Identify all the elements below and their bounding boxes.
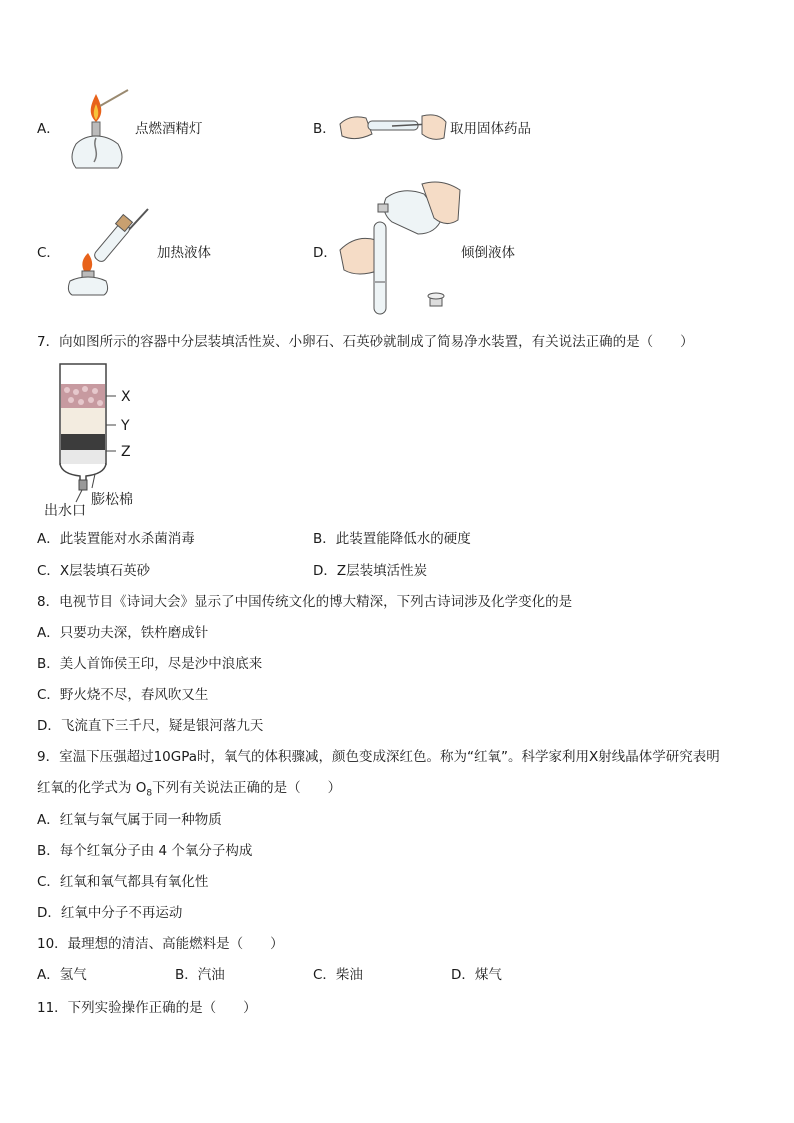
stem-text: 下列有关说法正确的是（ ） xyxy=(152,780,342,796)
alcohol-lamp-lighting-illustration xyxy=(62,84,132,176)
figure-label-z: Z xyxy=(121,444,131,460)
question-10-stem: 10．最理想的清洁、高能燃料是（ ） xyxy=(37,936,284,952)
question-8-stem: 8．电视节目《诗词大会》显示了中国传统文化的博大精深，下列古诗词涉及化学变化的是 xyxy=(37,594,573,610)
pouring-liquid-illustration xyxy=(338,178,463,320)
option-a-letter: A． xyxy=(37,121,60,137)
option-d-letter: D． xyxy=(313,245,337,261)
question-9-stem-line2 xyxy=(37,779,341,803)
q10-option-c: C．柴油 xyxy=(313,967,363,983)
figure-label-outlet: 出水口 xyxy=(44,503,86,519)
q8-option-d: D．飞流直下三千尺，疑是银河落九天 xyxy=(37,718,264,734)
question-9-stem-line1: 9．室温下压强超过10GPa时，氧气的体积骤减，颜色变成深红色。称为“红氧”。科学家利用X射线晶体学研究表明 xyxy=(37,749,720,765)
option-b-letter: B． xyxy=(313,121,336,137)
q7-option-b: B．此装置能降低水的硬度 xyxy=(313,531,471,547)
q9-option-b: B．每个红氧分子由 4 个氧分子构成 xyxy=(37,843,253,859)
subscript: 8 xyxy=(146,788,153,799)
figure-label-x: X xyxy=(121,389,131,405)
option-b-caption: 取用固体药品 xyxy=(450,121,531,137)
q7-option-d: D．Z层装填活性炭 xyxy=(313,563,428,579)
option-c-caption: 加热液体 xyxy=(157,245,211,261)
figure-label-y: Y xyxy=(121,418,130,434)
q8-option-b: B．美人首饰侯王印，尽是沙中浪底来 xyxy=(37,656,263,672)
option-c-letter: C． xyxy=(37,245,60,261)
question-11-stem: 11．下列实验操作正确的是（ ） xyxy=(37,1000,257,1016)
q9-option-d: D．红氧中分子不再运动 xyxy=(37,905,183,921)
q10-option-d: D．煤气 xyxy=(451,967,502,983)
option-a-caption: 点燃酒精灯 xyxy=(135,121,203,137)
taking-solid-reagent-illustration xyxy=(338,108,448,148)
q10-option-a: A．氢气 xyxy=(37,967,87,983)
heating-liquid-illustration xyxy=(62,205,157,297)
q9-option-a: A．红氧与氧气属于同一种物质 xyxy=(37,812,222,828)
q8-option-a: A．只要功夫深，铁杵磨成针 xyxy=(37,625,209,641)
question-7-stem: 7．向如图所示的容器中分层装填活性炭、小卵石、石英砂就制成了简易净水装置，有关说法正确的是（ ） xyxy=(37,334,694,350)
stem-text: 红氧的化学式为 O xyxy=(37,780,147,796)
figure-label-cotton: 膨松棉 xyxy=(91,492,133,508)
q7-option-c: C．X层装填石英砂 xyxy=(37,563,151,579)
q9-option-c: C．红氧和氧气都具有氧化性 xyxy=(37,874,209,890)
option-d-caption: 倾倒液体 xyxy=(461,245,515,261)
q8-option-c: C．野火烧不尽，春风吹又生 xyxy=(37,687,209,703)
q7-option-a: A．此装置能对水杀菌消毒 xyxy=(37,531,195,547)
q10-option-b: B．汽油 xyxy=(175,967,225,983)
